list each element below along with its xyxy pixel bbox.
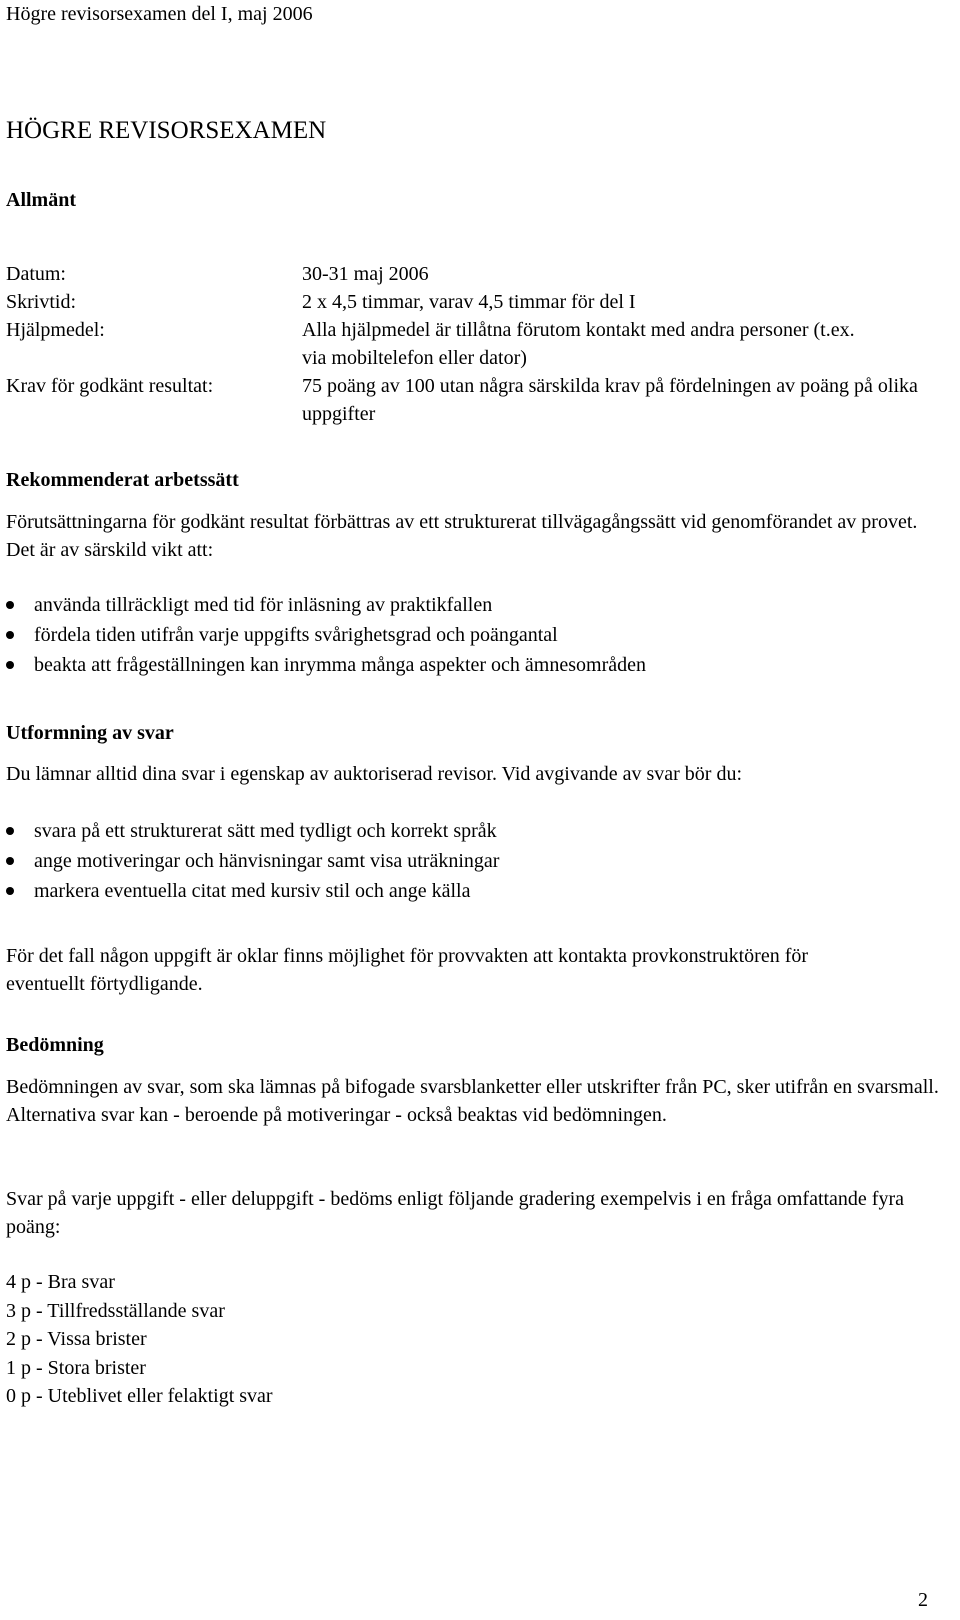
info-row [6, 316, 936, 372]
grade-item: 1 p - Stora brister [6, 1356, 146, 1379]
page-number: 2 [918, 1589, 928, 1611]
grade-item: 0 p - Uteblivet eller felaktigt svar [6, 1385, 273, 1407]
list-item [6, 876, 926, 906]
general-info-table [6, 260, 936, 428]
assessment-paragraph-2: Svar på varje uppgift - eller deluppgift - bedöms enligt följande gradering exempelvis i en fråga omfattande fyra poäng: [6, 1188, 905, 1238]
recommended-intro: Förutsättningarna för godkänt resultat förbättras av ett strukturerat tillvägagångssätt vid genomförandet av provet. Det är av särskild vikt att: [6, 511, 918, 561]
info-row [6, 372, 936, 428]
grade-item: 4 p - Bra svar [6, 1271, 115, 1293]
section-heading-recommended: Rekommenderat arbetssätt [6, 469, 239, 491]
list-item [6, 590, 926, 620]
list-item [6, 846, 926, 876]
info-value: Alla hjälpmedel är tillåtna förutom kontakt med andra personer (t.ex. via mobiltelefon eller dator) [302, 319, 855, 369]
grade-item: 2 p - Vissa brister [6, 1328, 147, 1350]
grade-item: 3 p - Tillfredsställande svar [6, 1299, 225, 1322]
bullet-icon [6, 661, 14, 669]
section-heading-general: Allmänt [6, 189, 76, 211]
info-label: Skrivtid: [6, 291, 77, 313]
assessment-paragraph-1: Bedömningen av svar, som ska lämnas på bifogade svarsblanketter eller utskrifter från PC, sker utifrån en svarsmall. Alternativa svar kan - beroende på motiveringar - också beaktas vid bedömningen. [6, 1076, 939, 1126]
answers-note: För det fall någon uppgift är oklar finns möjlighet för provvakten att kontakta provkonstruktören för eventuellt förtydligande. [6, 945, 809, 995]
grading-scale [6, 1268, 273, 1411]
list-item [6, 816, 926, 846]
bullet-icon [6, 827, 14, 835]
answers-list [6, 816, 926, 906]
list-item-text: svara på ett strukturerat sätt med tydligt och korrekt språk [34, 820, 497, 842]
info-label: Datum: [6, 263, 66, 285]
list-item-text: beakta att frågeställningen kan inrymma många aspekter och ämnesområden [34, 654, 646, 676]
section-heading-assessment: Bedömning [6, 1034, 104, 1056]
bullet-icon [6, 857, 14, 865]
info-value: 2 x 4,5 timmar, varav 4,5 timmar för del I [302, 291, 636, 313]
info-label: Hjälpmedel: [6, 319, 105, 341]
list-item-text: använda tillräckligt med tid för inläsning av praktikfallen [34, 594, 493, 616]
info-value: 75 poäng av 100 utan några särskilda krav på fördelningen av poäng på olika uppgifter [302, 375, 918, 425]
section-heading-answers: Utformning av svar [6, 722, 174, 744]
list-item-text: markera eventuella citat med kursiv stil och ange källa [34, 880, 471, 902]
list-item [6, 620, 926, 650]
running-header: Högre revisorsexamen del I, maj 2006 [6, 3, 313, 25]
bullet-icon [6, 601, 14, 609]
list-item-text: ange motiveringar och hänvisningar samt visa uträkningar [34, 850, 500, 872]
info-row [6, 288, 936, 316]
answers-intro: Du lämnar alltid dina svar i egenskap av auktoriserad revisor. Vid avgivande av svar bör du: [6, 763, 742, 785]
recommended-list [6, 590, 926, 680]
info-label: Krav för godkänt resultat: [6, 375, 214, 397]
document-title: HÖGRE REVISORSEXAMEN [6, 117, 327, 144]
bullet-icon [6, 631, 14, 639]
info-value: 30-31 maj 2006 [302, 263, 429, 285]
list-item [6, 650, 926, 680]
info-row [6, 260, 936, 288]
bullet-icon [6, 887, 14, 895]
list-item-text: fördela tiden utifrån varje uppgifts svårighetsgrad och poängantal [34, 624, 558, 646]
